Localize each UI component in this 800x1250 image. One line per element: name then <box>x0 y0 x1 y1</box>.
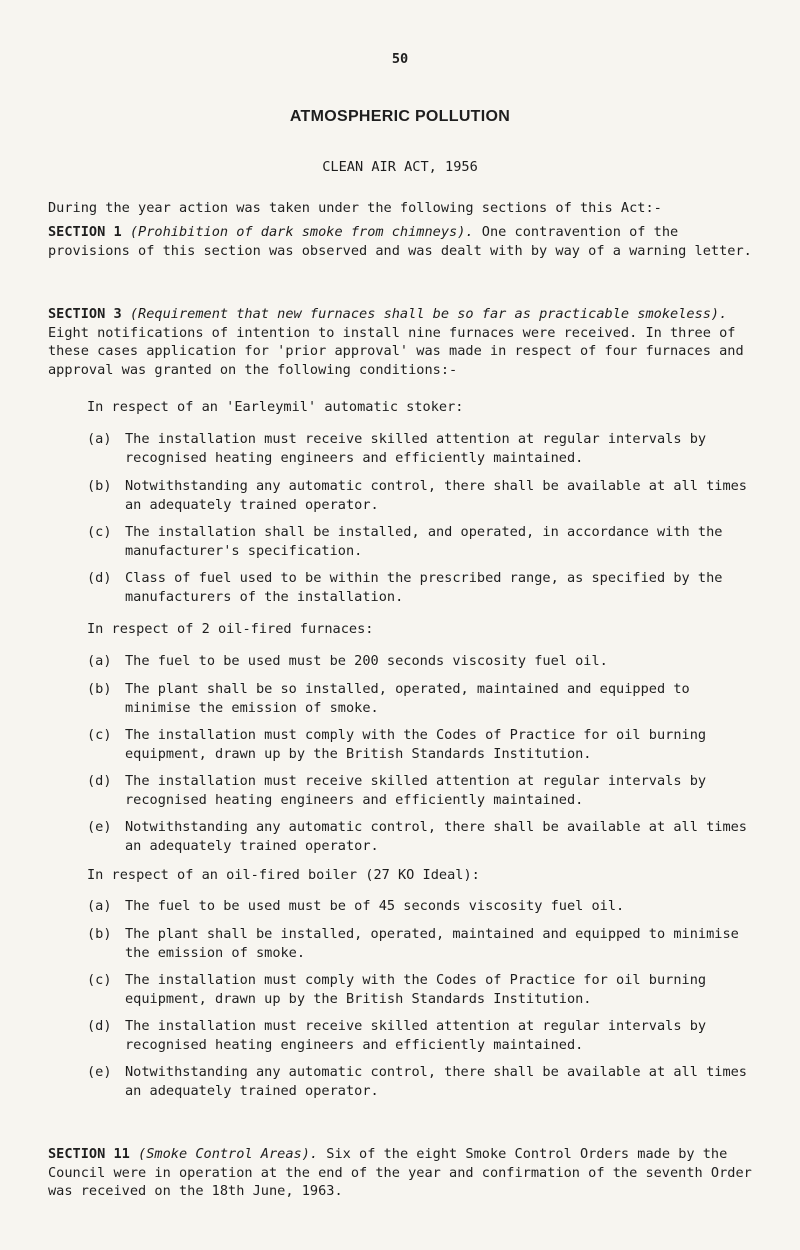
section-3-heading: SECTION 3 <box>48 306 122 322</box>
page-subtitle: CLEAN AIR ACT, 1956 <box>322 159 478 175</box>
section-11-body: Six of the eight Smoke Control Orders made by the Council were in operation at the end of the year and confirmation of the seventh Order was received on the 18th June, 1963. <box>48 1146 752 1199</box>
section-11-heading: SECTION 11 <box>48 1146 130 1162</box>
condition-label: (c) <box>87 972 112 988</box>
condition-label: (a) <box>87 431 112 447</box>
condition-label: (d) <box>87 773 112 789</box>
condition-text: The installation must receive skilled attention at regular intervals by recognised heating engineers and efficiently maintained. <box>125 773 707 808</box>
condition-label: (a) <box>87 898 112 914</box>
condition-label: (b) <box>87 926 112 942</box>
section-1-paragraph <box>48 223 760 260</box>
condition-label: (a) <box>87 653 112 669</box>
condition-label: (e) <box>87 1064 112 1080</box>
condition-label: (c) <box>87 524 112 540</box>
section-1-body: One contravention of the provisions of this section was observed and was dealt with by way of a warning letter. <box>48 224 752 259</box>
condition-text: Notwithstanding any automatic control, there shall be available at all times an adequately trained operator. <box>125 1064 747 1099</box>
section-3-title: (Requirement that new furnaces shall be so far as practicable smokeless). <box>129 306 728 322</box>
condition-label: (d) <box>87 570 112 586</box>
condition-text: The installation shall be installed, and operated, in accordance with the manufacturer's specification. <box>125 524 723 559</box>
page-title: ATMOSPHERIC POLLUTION <box>289 108 511 125</box>
condition-text: The installation must receive skilled attention at regular intervals by recognised heating engineers and efficiently maintained. <box>125 431 707 466</box>
condition-text: Notwithstanding any automatic control, there shall be available at all times an adequately trained operator. <box>125 478 747 513</box>
condition-text: The fuel to be used must be of 45 seconds viscosity fuel oil. <box>125 898 625 914</box>
condition-text: Class of fuel used to be within the prescribed range, as specified by the manufacturers of the installation. <box>125 570 723 605</box>
condition-label: (b) <box>87 681 112 697</box>
section-11-paragraph <box>48 1145 760 1201</box>
page-number: 50 <box>391 51 409 67</box>
condition-text: The installation must comply with the Codes of Practice for oil burning equipment, drawn up by the British Standards Institution. <box>125 972 707 1007</box>
condition-text: The installation must receive skilled attention at regular intervals by recognised heating engineers and efficiently maintained. <box>125 1018 707 1053</box>
condition-group-heading: In respect of an oil-fired boiler (27 KO Ideal): <box>87 867 480 883</box>
condition-text: The plant shall be installed, operated, maintained and equipped to minimise the emission of smoke. <box>125 926 739 961</box>
condition-label: (b) <box>87 478 112 494</box>
intro-paragraph: During the year action was taken under the following sections of this Act:- <box>48 200 662 216</box>
section-1-title: (Prohibition of dark smoke from chimneys). <box>129 224 474 240</box>
section-11-title: (Smoke Control Areas). <box>138 1146 319 1162</box>
condition-text: The fuel to be used must be 200 seconds viscosity fuel oil. <box>125 653 608 669</box>
condition-text: The plant shall be so installed, operated, maintained and equipped to minimise the emission of smoke. <box>125 681 690 716</box>
condition-text: Notwithstanding any automatic control, there shall be available at all times an adequately trained operator. <box>125 819 747 854</box>
section-3-paragraph <box>48 305 760 379</box>
section-1-heading: SECTION 1 <box>48 224 122 240</box>
section-3-body: Eight notifications of intention to install nine furnaces were received. In three of these cases application for 'prior approval' was made in respect of four furnaces and approval was granted on the following conditions:- <box>48 324 744 378</box>
condition-label: (e) <box>87 819 112 835</box>
condition-label: (c) <box>87 727 112 743</box>
condition-text: The installation must comply with the Codes of Practice for oil burning equipment, drawn up by the British Standards Institution. <box>125 727 707 762</box>
condition-group-heading: In respect of 2 oil-fired furnaces: <box>87 621 374 637</box>
condition-group-heading: In respect of an 'Earleymil' automatic stoker: <box>87 399 464 415</box>
condition-label: (d) <box>87 1018 112 1034</box>
